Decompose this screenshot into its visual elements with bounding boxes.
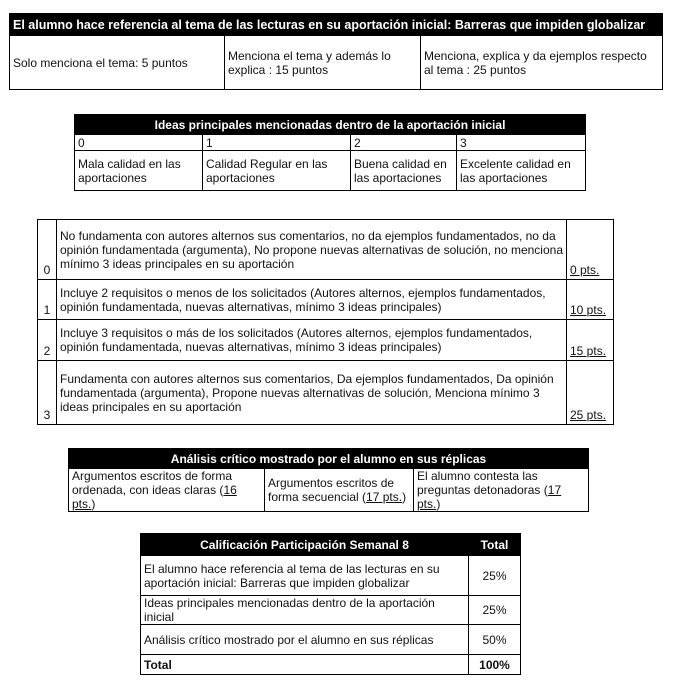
- criterion-points: 16 pts.: [72, 483, 237, 511]
- row-description: Incluye 2 requisitos o menos de los solicitados (Autores alternos, ejemplos fundamentados, opinión fundamentada, nuevas alternativas, mínimo 3 ideas principales): [57, 280, 567, 320]
- weekly-grade-table: [140, 533, 521, 675]
- table-row: [38, 280, 614, 320]
- criterion-close: ): [436, 497, 441, 511]
- main-ideas-title: Ideas principales mencionadas dentro de la aportación inicial: [75, 115, 586, 135]
- main-ideas-level: 3: [457, 135, 586, 151]
- critical-analysis-title: Análisis crítico mostrado por el alumno en sus réplicas: [69, 449, 589, 469]
- row-number: 0: [38, 220, 57, 280]
- row-points: 25 pts.: [567, 361, 614, 425]
- total-value: 100%: [469, 655, 521, 675]
- main-ideas-level: 1: [203, 135, 351, 151]
- requirements-table: [37, 219, 614, 425]
- reference-rubric-table: [9, 13, 663, 90]
- criterion-points: 17 pts.: [366, 490, 403, 504]
- criterion-text: Argumentos escritos de forma secuencial (: [268, 476, 395, 504]
- table-row: [141, 655, 521, 675]
- criterion-text: El alumno contesta las preguntas detonadoras (: [417, 469, 548, 497]
- table-row: [141, 556, 521, 596]
- grade-weight: 50%: [469, 625, 521, 655]
- table-row: [38, 361, 614, 425]
- criterion-close: ): [402, 490, 407, 504]
- row-description: Fundamenta con autores alternos sus comentarios, Da ejemplos fundamentados, Da opinión fundamentada (argumenta), Propone nuevas alternativas de solución, Menciona mínimo 3 ideas principales en su aportación: [57, 361, 567, 425]
- reference-level-1: Solo menciona el tema: 5 puntos: [10, 36, 225, 90]
- main-ideas-desc: Excelente calidad en las aportaciones: [457, 151, 586, 191]
- critical-analysis-criterion: [69, 469, 265, 512]
- grade-criterion: El alumno hace referencia al tema de las lecturas en su aportación inicial: Barreras que impiden globalizar: [141, 556, 469, 596]
- main-ideas-level: 2: [351, 135, 457, 151]
- total-label: Total: [141, 655, 469, 675]
- table-row: [38, 220, 614, 280]
- critical-analysis-table: [68, 448, 589, 512]
- critical-analysis-criterion: [414, 469, 589, 512]
- total-header: Total: [469, 534, 521, 556]
- grade-weight: 25%: [469, 556, 521, 596]
- table-row: [141, 596, 521, 625]
- criterion-points: 17 pts.: [417, 483, 562, 511]
- reference-rubric-title: El alumno hace referencia al tema de las lecturas en su aportación inicial: Barreras que impiden globalizar: [10, 14, 663, 36]
- critical-analysis-criterion: [265, 469, 414, 512]
- reference-level-3: Menciona, explica y da ejemplos respecto al tema : 25 puntos: [421, 36, 663, 90]
- row-points: 0 pts.: [567, 220, 614, 280]
- row-points: 10 pts.: [567, 280, 614, 320]
- main-ideas-desc: Buena calidad en las aportaciones: [351, 151, 457, 191]
- row-description: Incluye 3 requisitos o más de los solicitados (Autores alternos, ejemplos fundamentados, opinión fundamentada, nuevas alternativas, mínimo 3 ideas principales): [57, 320, 567, 361]
- grade-criterion: Análisis crítico mostrado por el alumno en sus réplicas: [141, 625, 469, 655]
- row-points: 15 pts.: [567, 320, 614, 361]
- main-ideas-level: 0: [75, 135, 203, 151]
- weekly-grade-title: Calificación Participación Semanal 8: [141, 534, 469, 556]
- table-row: [141, 625, 521, 655]
- criterion-text: Argumentos escritos de forma ordenada, con ideas claras (: [72, 469, 233, 497]
- reference-level-2: Menciona el tema y además lo explica : 15 puntos: [225, 36, 421, 90]
- grade-criterion: Ideas principales mencionadas dentro de la aportación inicial: [141, 596, 469, 625]
- table-row: [38, 320, 614, 361]
- criterion-close: ): [91, 497, 96, 511]
- main-ideas-desc: Mala calidad en las aportaciones: [75, 151, 203, 191]
- main-ideas-table: [74, 114, 586, 191]
- main-ideas-desc: Calidad Regular en las aportaciones: [203, 151, 351, 191]
- row-number: 1: [38, 280, 57, 320]
- grade-weight: 25%: [469, 596, 521, 625]
- row-number: 3: [38, 361, 57, 425]
- row-number: 2: [38, 320, 57, 361]
- row-description: No fundamenta con autores alternos sus comentarios, no da ejemplos fundamentados, no da opinión fundamentada (argumenta), No propone nuevas alternativas de solución, no menciona mínimo 3 ideas principales en su aportación: [57, 220, 567, 280]
